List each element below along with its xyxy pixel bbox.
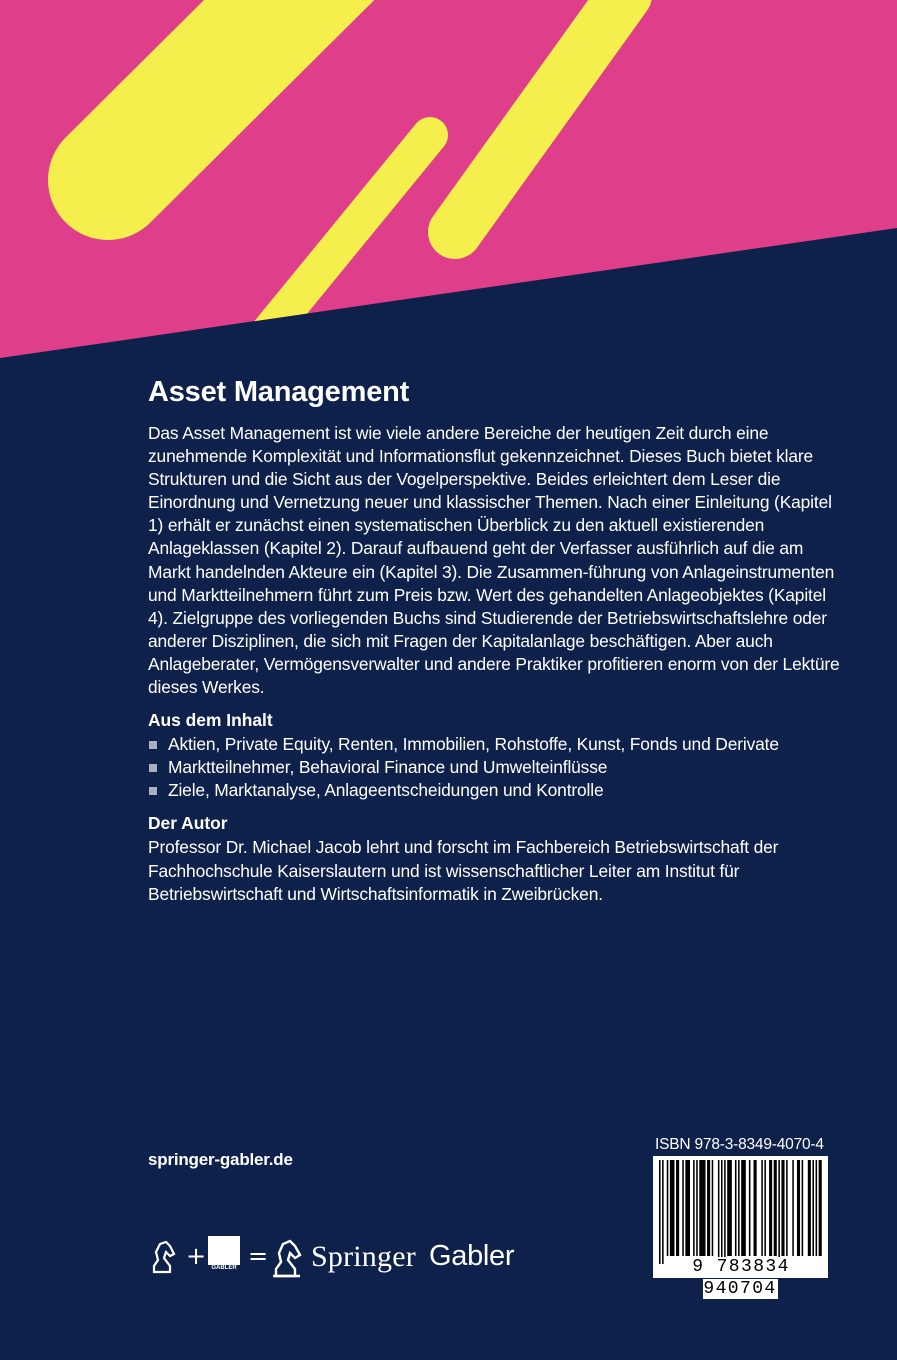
barcode-bar: [699, 1160, 705, 1256]
springer-wordmark: Springer: [311, 1240, 416, 1273]
barcode-bar: [781, 1160, 784, 1256]
barcode-bar: [802, 1160, 804, 1256]
barcode-bar: [659, 1160, 661, 1264]
list-item: [148, 733, 848, 756]
book-title: Asset Management: [148, 376, 410, 408]
barcode-bar: [721, 1160, 723, 1264]
barcode-bar: [754, 1160, 757, 1256]
list-item-text: Marktteilnehmer, Behavioral Finance und Umwelteinflüsse: [168, 757, 608, 778]
author-heading: Der Autor: [148, 813, 228, 834]
barcode-digits: 9 783834 940704: [692, 1257, 790, 1299]
contents-list: [148, 733, 848, 802]
barcode-bar: [808, 1160, 811, 1256]
barcode-bar: [778, 1160, 780, 1264]
barcode-bar: [792, 1160, 794, 1256]
barcode-bar: [670, 1160, 675, 1256]
list-item: [148, 779, 848, 802]
barcode-bar: [727, 1160, 732, 1256]
barcode-bar: [712, 1160, 714, 1256]
list-item-text: Aktien, Private Equity, Renten, Immobilien, Rohstoffe, Kunst, Fonds und Derivate: [168, 734, 779, 755]
springer-horse-icon: [148, 1238, 178, 1274]
publisher-logo: [148, 1232, 568, 1282]
plus-sign: +: [186, 1242, 207, 1270]
author-bio: Professor Dr. Michael Jacob lehrt und forscht im Fachbereich Betriebswirtschaft der Fachhochschule Kaiserslautern und ist wissenschaftlicher Leiter am Institut für Betriebswirtschaft und Wirtschaftsinformatik in Zweibrücken.: [148, 837, 779, 904]
barcode-bar: [774, 1160, 777, 1256]
barcode-bar: [812, 1160, 814, 1256]
list-item-text: Ziele, Marktanalyse, Anlageentscheidungen und Kontrolle: [168, 780, 604, 801]
barcode-bar: [676, 1160, 679, 1256]
contents-heading: Aus dem Inhalt: [148, 710, 273, 731]
barcode-bar: [764, 1160, 766, 1256]
barcode-bar: [724, 1160, 726, 1264]
barcode-bar: [696, 1160, 698, 1256]
barcode-bar: [707, 1160, 710, 1256]
barcode: [653, 1156, 828, 1299]
springer-horse-icon: [270, 1238, 304, 1278]
barcode-bar: [741, 1160, 746, 1256]
barcode-bar: [682, 1160, 684, 1256]
barcode-bar: [819, 1160, 822, 1256]
isbn-label: ISBN 978-3-8349-4070-4: [655, 1136, 824, 1153]
barcode-bar: [667, 1160, 669, 1256]
list-item: [148, 756, 848, 779]
barcode-bar: [735, 1160, 737, 1256]
barcode-bar: [797, 1160, 800, 1256]
barcode-bar: [816, 1160, 818, 1256]
barcode-bar: [693, 1160, 695, 1256]
barcode-bar: [769, 1160, 772, 1256]
publisher-website[interactable]: springer-gabler.de: [148, 1150, 293, 1169]
equals-sign: =: [248, 1242, 269, 1270]
barcode-bar: [718, 1160, 720, 1264]
barcode-bar: [738, 1160, 740, 1256]
square-bullet-icon: [149, 764, 157, 772]
book-description: Das Asset Management ist wie viele andere Bereiche der heutigen Zeit durch eine zunehmende Komplexität und Informationsflut gekennzeichnet. Dieses Buch bietet klare Strukturen und die Sicht aus der Vogelperspektive. Beides erleichtert dem Leser die Einordnung und Vernetzung neuer und klassischer Themen. Nach einer Einleitung (Kapitel 1) erhält er zunächst einen systematischen Überblick zu den aktuell existierenden Anlageklassen (Kapitel 2). Darauf aufbauend geht der Verfasser ausführlich auf die am Markt handelnden Akteure ein (Kapitel 3). Die Zusammen-führung von Anlageinstrumenten und Marktteilnehmern führt zum Preis bzw. Wert des gehandelten Anlageobjektes (Kapitel 4). Zielgruppe des vorliegenden Buchs sind Studierende der Betriebswirtschaftslehre oder anderer Disziplinen, die sich mit Fragen der Kapitalanlage beschäftigen. Aber auch Anlageberater, Vermögensverwalter und andere Praktiker profitieren enorm von der Lektüre dieses Werkes.: [148, 423, 840, 698]
barcode-bar: [685, 1160, 690, 1256]
gabler-logo-icon: [208, 1236, 240, 1272]
square-bullet-icon: [149, 741, 157, 749]
barcode-bar: [749, 1160, 751, 1256]
gabler-wordmark: Gabler: [429, 1240, 515, 1272]
back-cover-text: [148, 374, 848, 906]
barcode-bar: [786, 1160, 788, 1256]
gabler-box-label: GABLER: [208, 1265, 240, 1272]
square-bullet-icon: [149, 787, 157, 795]
barcode-bar: [662, 1160, 664, 1264]
barcode-bar: [761, 1160, 763, 1256]
